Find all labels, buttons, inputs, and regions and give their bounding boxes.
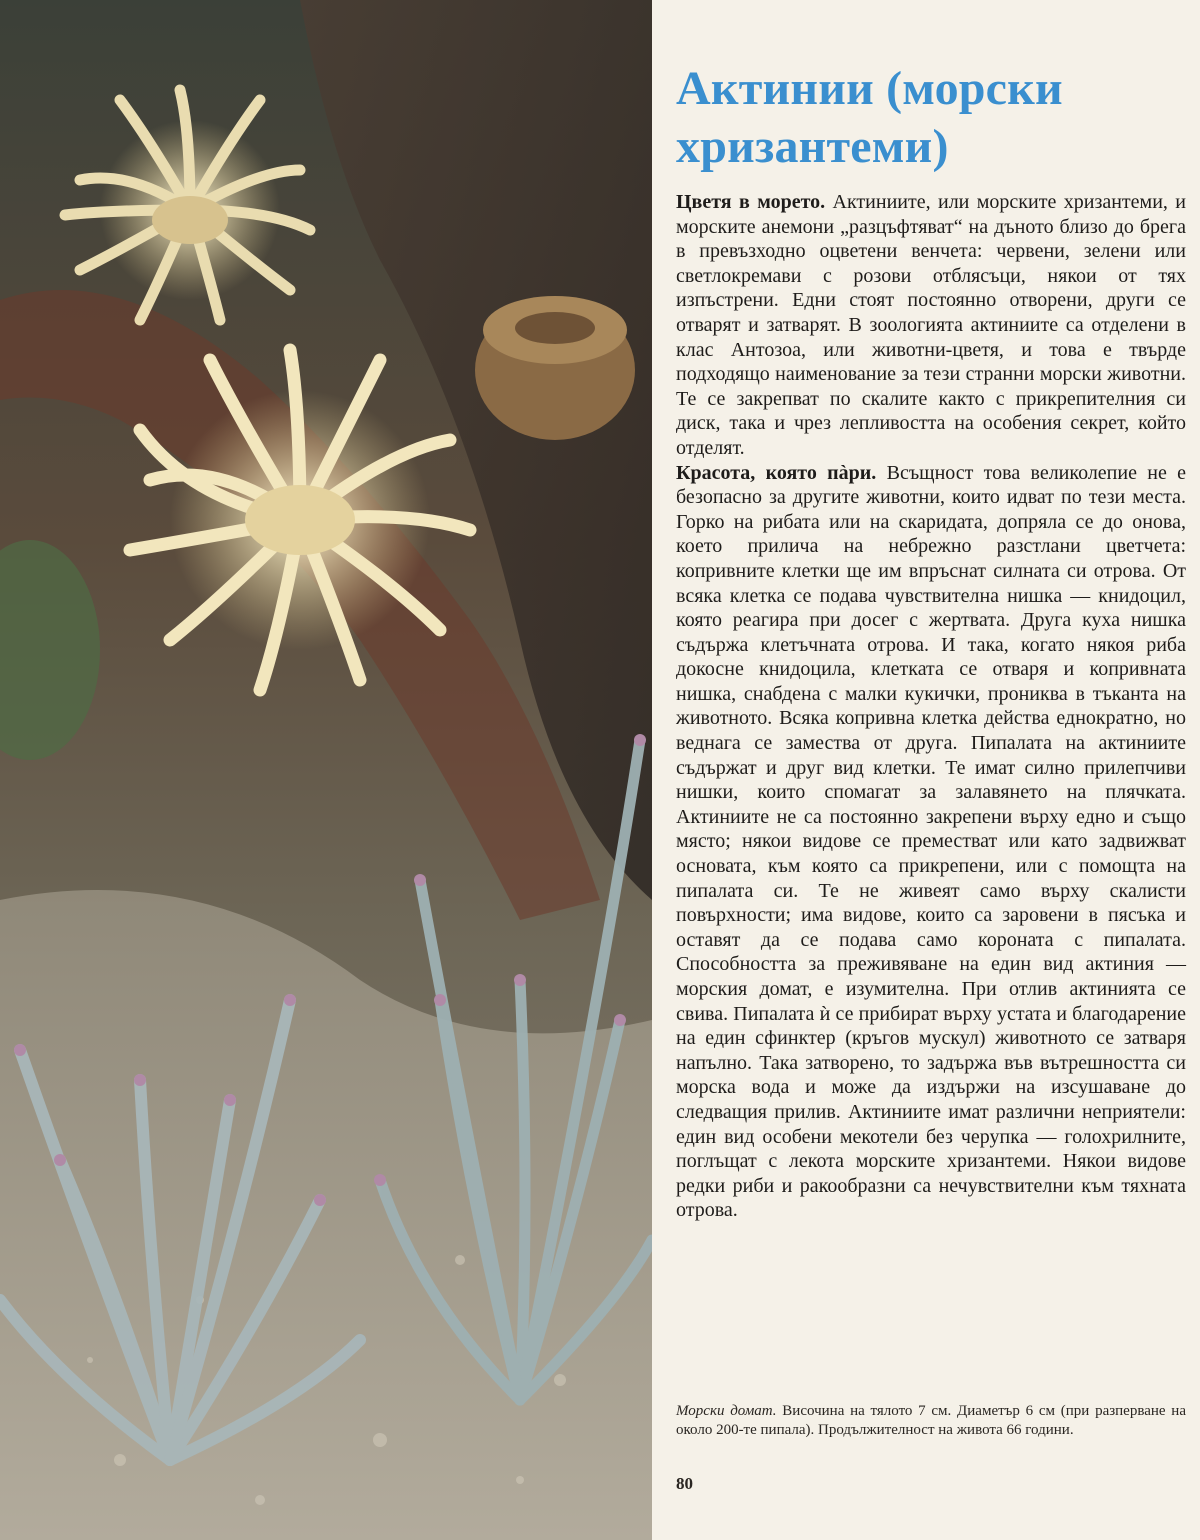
- caption-name: Морски домат.: [676, 1403, 783, 1419]
- article-column: [652, 0, 1200, 1540]
- closed-anemone: [475, 296, 635, 440]
- section-paragraph: [676, 190, 1186, 461]
- section-heading: Цветя в морето.: [676, 191, 833, 213]
- section-heading: Красота, която пàри.: [676, 461, 887, 484]
- section-text: Всъщност това великолепие не е безопасно за другите животни, които идват по тези места. Горко на рибата или на скаридата, допряла се до онова, което прилича на небрежно разстлани цветчета: копривните клетки ще им впръснат силната си отрова. От всяка клетка се подава чувствителна нишка — книдоцил, която реагира при досег с жертвата. Друга куха нишка съдържа клетъчната отрова. И така, когато някоя риба докосне книдоцила, клетката се отваря и копривната нишка, снабдена с малки кукички, прониква в тъканта на животното. Всяка копривна клетка действа еднократно, но веднага се замества от друга. Пипалата на актиниите съдържат и друг вид клетки. Те имат силно прилепчиви нишки, които спомагат за залавянето на плячката. Актиниите не са постоянно закрепени върху едно и също място; някои видове се преместват или като задвижват основата, към която са прикрепени, или с помощта на пипалата си. Те не живеят само върху скалисти повърхности; има видове, които са заровени в пясъка и оставят да се подава само короната с пипалата. Способността за преживяване на един вид актиния — морския домат, е изумителна. При отлив актинията се свива. Пипалата ѝ се прибират върху устата и благодарение на един сфинктер (кръгов мускул) животното се затваря напълно. Така затворено, то задържа във вътрешността си морска вода и може да издържи на изсушаване до следващия прилив. Актиниите имат различни неприятели: един вид особени мекотели без черупка — голохрилните, поглъщат с лекота морските хризантеми. Някои видове редки риби и ракообразни са нечувствителни към тяхната отрова.: [676, 461, 1186, 1222]
- caption-text: Височина на тялото 7 см. Диаметър 6 см (при разперване на около 200-те пипала). Продължителност на живота 66 години.: [676, 1403, 1186, 1438]
- illustration-caption: [676, 1402, 1186, 1439]
- article-body: [676, 190, 1186, 1223]
- page-number: 80: [676, 1474, 693, 1493]
- section-paragraph: [676, 461, 1186, 1223]
- page-title: Актинии (морски хризантеми): [676, 62, 1063, 173]
- section-text: Актиниите, или морските хризантеми, и морските анемони „разцъфтяват“ на дъното близо до брега в превъзходно оцветени венчета: червени, зелени или светлокремави с розови отблясъци, някои от тях изпъстрени. Едни стоят постоянно отворени, други се отварят и затварят. В зоологията актиниите са отделени в клас Антозоа, или животни-цветя, и това е твърде подходящо наименование за тези странни морски животни. Те се закрепват по скалите както с прикрепителния си диск, така и чрез лепливостта на особения секрет, който отделят.: [676, 191, 1186, 459]
